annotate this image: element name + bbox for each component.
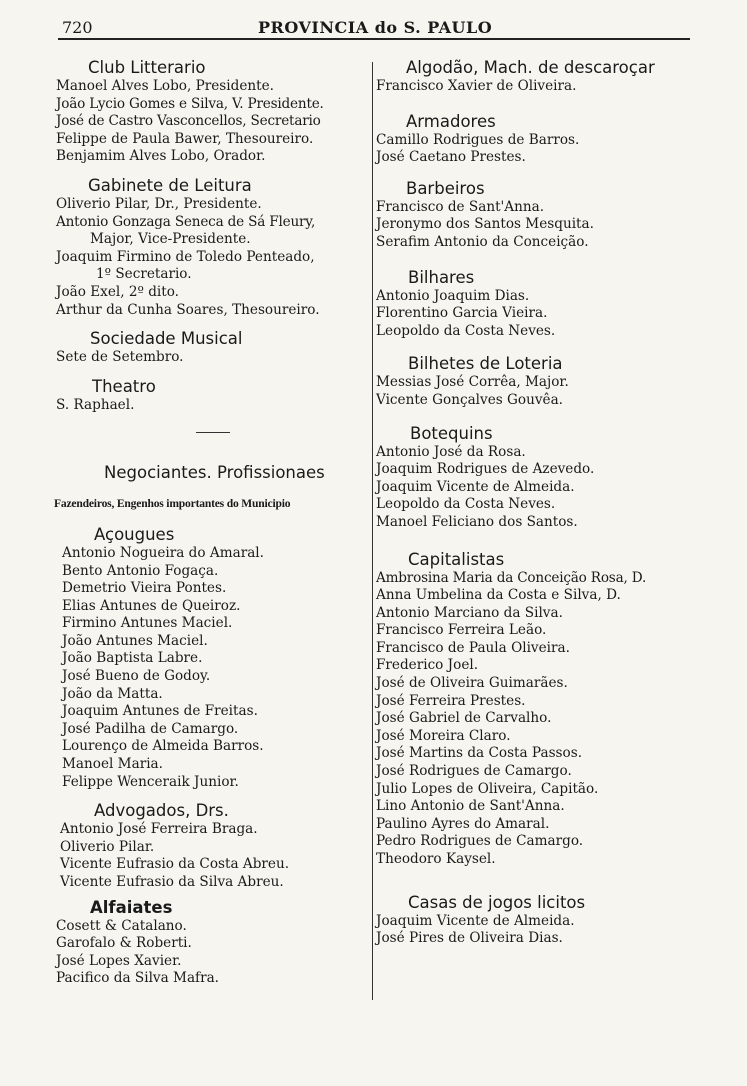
list-item: João Antunes Maciel. (62, 632, 208, 649)
list-item: Antonio Nogueira do Amaral. (62, 544, 264, 561)
list-item: Manoel Feliciano dos Santos. (376, 513, 578, 530)
section-bilhares (376, 268, 692, 341)
section-armadores (376, 112, 692, 167)
list-item: Joaquim Rodrigues de Azevedo. (376, 461, 595, 478)
section-advogados (56, 801, 370, 891)
list-item: Antonio Marciano da Silva. (376, 604, 563, 621)
list-item: José de Oliveira Guimarães. (376, 675, 568, 692)
section-divider (196, 432, 230, 433)
list-item: José Rodrigues de Camargo. (376, 763, 572, 780)
section-title: Armadores (406, 111, 496, 131)
list-item: Joaquim Firmino de Toledo Penteado, (56, 248, 315, 265)
list-item: Oliverio Pilar, Dr., Presidente. (56, 195, 262, 212)
list-item: Demetrio Vieira Pontes. (62, 580, 227, 597)
section-algodao (376, 58, 692, 96)
section-club-litterario (56, 58, 370, 166)
list-item: Paulino Ayres do Amaral. (376, 815, 550, 832)
section-title: Advogados, Drs. (94, 801, 229, 821)
section-theatro (56, 377, 370, 415)
list-item: Lourenço de Almeida Barros. (62, 738, 264, 755)
section-title: Alfaiates (90, 897, 173, 917)
list-item: José Ferreira Prestes. (376, 692, 526, 709)
list-item: Vicente Eufrasio da Costa Abreu. (60, 856, 290, 873)
list-item: Elias Antunes de Queiroz. (62, 597, 241, 614)
list-item: Joaquim Antunes de Freitas. (62, 703, 258, 720)
list-item: José Caetano Prestes. (376, 149, 526, 166)
list-item: Vicente Gonçalves Gouvêa. (376, 391, 564, 408)
list-item: José Lopes Xavier. (56, 952, 182, 969)
list-item: José Martins da Costa Passos. (376, 745, 583, 762)
list-item: Florentino Garcia Vieira. (376, 305, 548, 322)
list-item: Felippe de Paula Bawer, Thesoureiro. (56, 130, 314, 147)
list-item: Benjamim Alves Lobo, Orador. (56, 148, 266, 165)
list-item: Ambrosina Maria da Conceição Rosa, D. (376, 569, 647, 586)
section-gabinete-de-leitura (56, 176, 370, 319)
list-item: Cosett & Catalano. (56, 917, 187, 934)
section-title: Club Litterario (88, 58, 206, 77)
list-item: João da Matta. (62, 685, 163, 702)
list-item: Firmino Antunes Maciel. (62, 615, 233, 632)
list-item: Leopoldo da Costa Neves. (376, 496, 556, 513)
list-item: Antonio José Ferreira Braga. (60, 821, 258, 838)
section-capitalistas (376, 550, 692, 869)
section-title: Theatro (92, 376, 156, 396)
section-barbeiros (376, 179, 692, 252)
page-header (58, 16, 690, 42)
section-subtitle: Fazendeiros, Engenhos importantes do Municipio (54, 496, 291, 510)
section-title: Casas de jogos licitos (408, 892, 586, 912)
list-item: Theodoro Kaysel. (376, 851, 496, 867)
section-negociantes (56, 463, 370, 513)
section-title: Barbeiros (406, 178, 485, 198)
list-item-continuation: 1º Secretario. (96, 266, 192, 283)
list-item: Pacifico da Silva Mafra. (56, 970, 220, 987)
list-item: Oliverio Pilar. (60, 838, 155, 855)
list-item: Francisco Ferreira Leão. (376, 622, 547, 639)
list-item: Antonio Joaquim Dias. (376, 287, 530, 304)
list-item: José Pires de Oliveira Dias. (376, 930, 563, 947)
list-item: Garofalo & Roberti. (56, 935, 192, 952)
section-title: Açougues (94, 524, 175, 544)
section-title: Botequins (410, 423, 493, 443)
list-item: Jeronymo dos Santos Mesquita. (376, 216, 594, 233)
list-item: João Baptista Labre. (62, 650, 203, 667)
list-item: Serafim Antonio da Conceição. (376, 233, 589, 250)
list-item: Joaquim Vicente de Almeida. (376, 478, 575, 495)
section-title: Bilhetes de Loteria (408, 354, 563, 374)
list-item: Francisco Xavier de Oliveira. (376, 78, 577, 94)
right-column (376, 58, 692, 948)
list-item: José Bueno de Godoy. (62, 668, 211, 685)
list-item-continuation: Major, Vice-Presidente. (90, 231, 251, 248)
list-item: João Exel, 2º dito. (56, 283, 180, 300)
section-title: Bilhares (408, 267, 475, 287)
list-item: Manoel Alves Lobo, Presidente. (56, 78, 274, 94)
running-head: PROVINCIA do S. PAULO (258, 18, 493, 37)
list-item: José Moreira Claro. (376, 727, 511, 744)
list-item: Anna Umbelina da Costa e Silva, D. (376, 587, 621, 604)
list-item: José de Castro Vasconcellos, Secretario (56, 113, 321, 130)
section-bilhetes-de-loteria (376, 354, 692, 409)
list-item: Manoel Maria. (62, 756, 163, 773)
list-item: Vicente Eufrasio da Silva Abreu. (60, 874, 284, 890)
list-item: Lino Antonio de Sant'Anna. (376, 798, 565, 815)
list-item: Francisco de Paula Oliveira. (376, 639, 570, 656)
section-casas-de-jogos (376, 893, 692, 948)
left-column (56, 58, 370, 988)
list-item: Francisco de Sant'Anna. (376, 198, 545, 215)
list-item: Messias José Corrêa, Major. (376, 374, 569, 391)
section-title: Gabinete de Leitura (88, 175, 252, 195)
section-title: Algodão, Mach. de descaroçar (406, 58, 655, 77)
section-title: Negociantes. Profissionaes (104, 463, 325, 483)
list-item: José Padilha de Camargo. (62, 720, 239, 737)
list-item: Sete de Setembro. (56, 349, 184, 366)
list-item: Pedro Rodrigues de Camargo. (376, 833, 584, 850)
list-item: S. Raphael. (56, 396, 135, 413)
section-acougues (56, 525, 370, 791)
section-botequins (376, 424, 692, 532)
list-item: João Lycio Gomes e Silva, V. Presidente. (56, 95, 324, 112)
list-item: Joaquim Vicente de Almeida. (376, 912, 575, 929)
list-item: Antonio José da Rosa. (376, 443, 526, 460)
list-item: Frederico Joel. (376, 657, 479, 674)
list-item: Leopoldo da Costa Neves. (376, 322, 556, 339)
section-sociedade-musical (56, 329, 370, 367)
list-item: Felippe Wenceraik Junior. (62, 773, 239, 790)
list-item: Bento Antonio Fogaça. (62, 562, 219, 579)
section-title: Capitalistas (408, 549, 505, 569)
page-number: 720 (62, 18, 93, 37)
list-item: José Gabriel de Carvalho. (376, 710, 552, 727)
list-item: Antonio Gonzaga Seneca de Sá Fleury, (56, 213, 316, 230)
list-item: Camillo Rodrigues de Barros. (376, 131, 580, 148)
list-item: Julio Lopes de Oliveira, Capitão. (376, 780, 599, 797)
list-item: Arthur da Cunha Soares, Thesoureiro. (56, 301, 320, 318)
column-divider (372, 62, 373, 1000)
header-rule (58, 38, 690, 40)
section-title: Sociedade Musical (90, 329, 243, 349)
section-alfaiates (56, 898, 370, 988)
